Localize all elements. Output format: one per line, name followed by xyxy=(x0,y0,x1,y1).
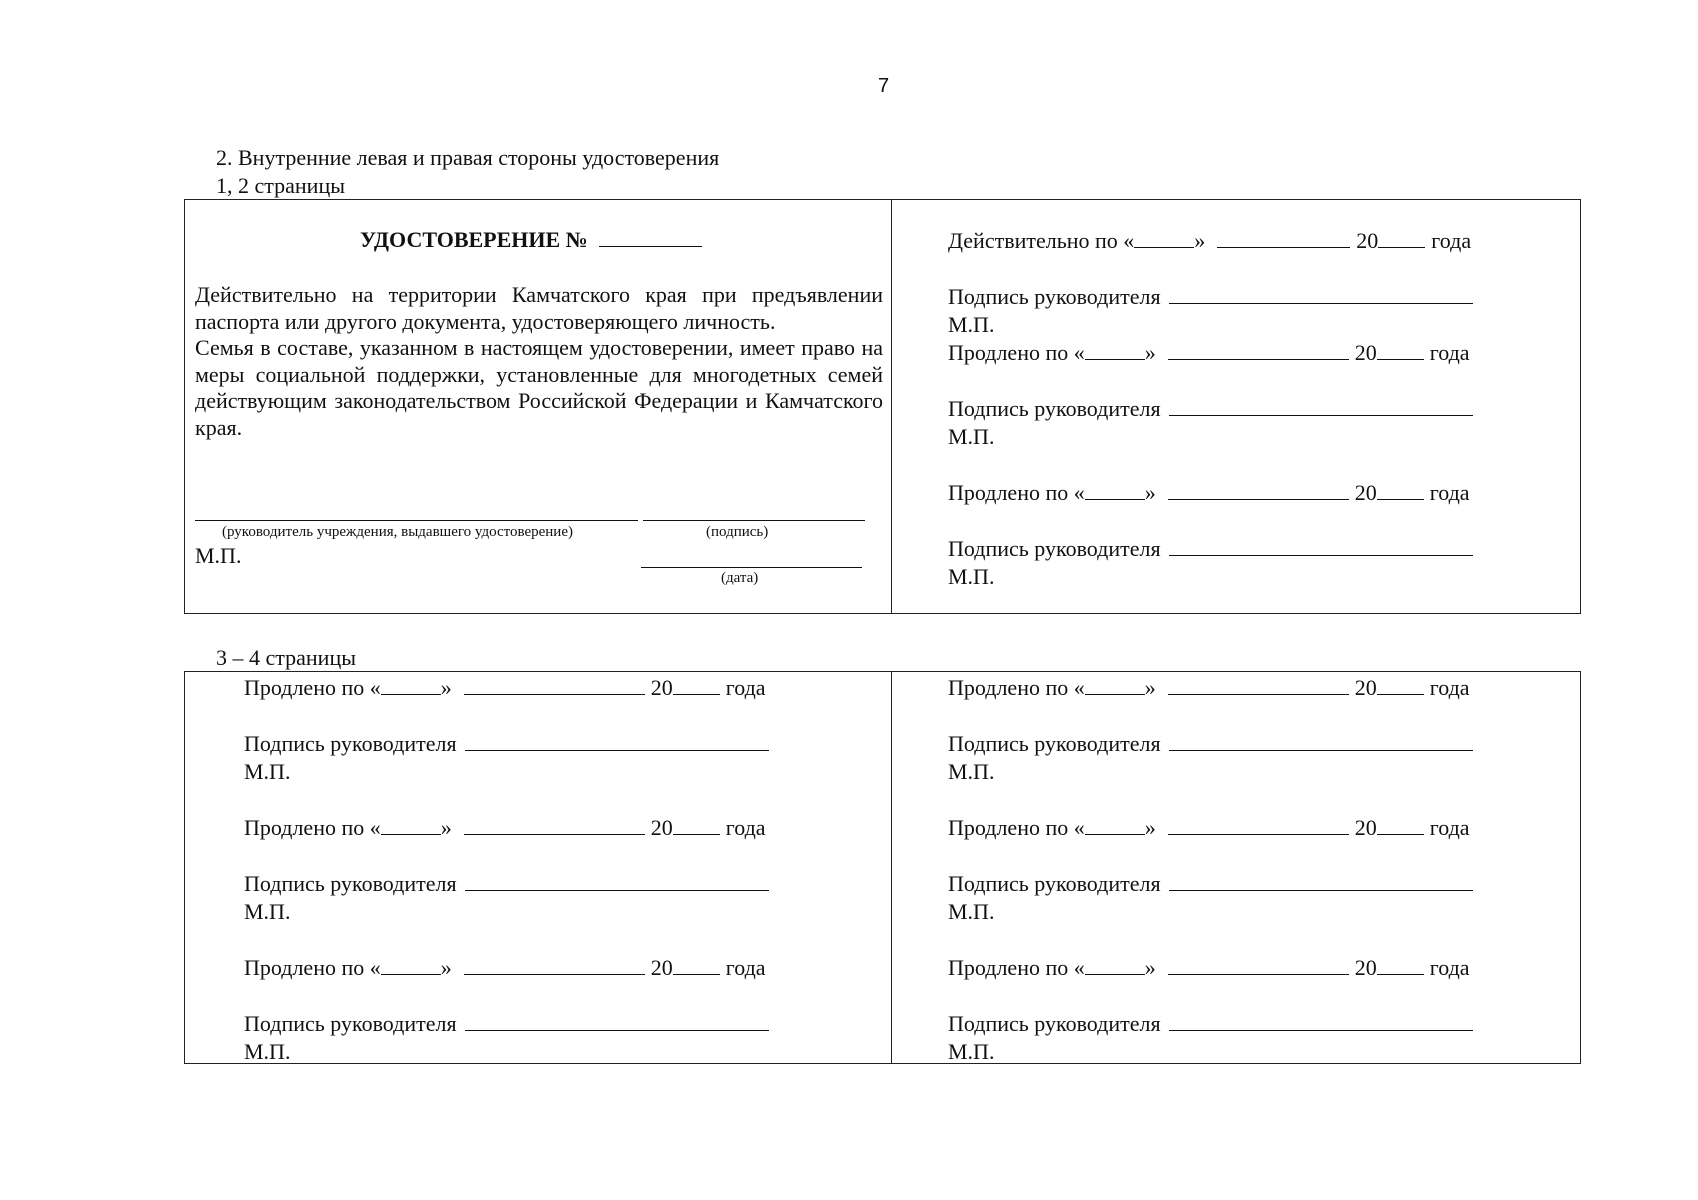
head-signature-blank xyxy=(1169,539,1473,556)
head-signature-label: Подпись руководителя xyxy=(948,536,1161,561)
validity-line xyxy=(948,229,1471,253)
year-prefix: 20 xyxy=(650,955,673,980)
year-blank xyxy=(673,678,720,695)
year-suffix: года xyxy=(1429,675,1470,700)
day-blank xyxy=(1085,958,1145,975)
quote-close: » xyxy=(1194,228,1206,253)
pages-3-4-divider xyxy=(891,671,892,1064)
extension-line xyxy=(948,341,1470,365)
quote-close: » xyxy=(1144,955,1156,980)
extended-until-label: Продлено по « xyxy=(948,340,1085,365)
year-suffix: года xyxy=(725,815,766,840)
year-suffix: года xyxy=(1429,955,1470,980)
month-blank xyxy=(464,818,645,835)
month-blank xyxy=(464,678,645,695)
page-number: 7 xyxy=(877,75,890,97)
head-caption: (руководитель учреждения, выдавшего удостоверение) xyxy=(222,524,573,540)
quote-close: » xyxy=(1144,340,1156,365)
head-signature-label: Подпись руководителя xyxy=(948,284,1161,309)
month-blank xyxy=(1168,483,1349,500)
extended-until-label: Продлено по « xyxy=(244,955,381,980)
day-blank xyxy=(1134,231,1194,248)
extension-line xyxy=(244,956,766,980)
day-blank xyxy=(1085,483,1145,500)
certificate-heading xyxy=(360,228,702,252)
head-signature-row xyxy=(948,1012,1473,1036)
extended-until-label: Продлено по « xyxy=(244,815,381,840)
stamp-label: М.П. xyxy=(948,424,995,449)
extension-line xyxy=(244,816,766,840)
stamp-label: М.П. xyxy=(195,543,242,568)
day-blank xyxy=(1085,343,1145,360)
year-suffix: года xyxy=(1429,480,1470,505)
section-title: 2. Внутренние левая и правая стороны удостоверения xyxy=(216,145,720,170)
head-signature-row xyxy=(948,397,1473,421)
pages-3-4-label: 3 – 4 страницы xyxy=(216,645,357,670)
extended-until-label: Продлено по « xyxy=(948,480,1085,505)
certificate-number-blank xyxy=(599,230,702,247)
valid-until-label: Действительно по « xyxy=(948,228,1135,253)
year-suffix: года xyxy=(1429,815,1470,840)
head-signature-label: Подпись руководителя xyxy=(948,396,1161,421)
certificate-paragraph-2: Семья в составе, указанном в настоящем удостоверении, имеет право на меры социальной поддержки, установленные для многодетных семей действующим законодательством Российской Федерации и Камчатского края. xyxy=(195,335,883,440)
stamp-label: М.П. xyxy=(244,759,291,784)
head-signature-blank xyxy=(1169,1014,1473,1031)
day-blank xyxy=(1085,818,1145,835)
year-blank xyxy=(1378,231,1425,248)
head-signature-blank xyxy=(465,1014,769,1031)
stamp-label: М.П. xyxy=(948,1039,995,1064)
day-blank xyxy=(381,958,441,975)
year-suffix: года xyxy=(1429,340,1470,365)
head-signature-row xyxy=(244,1012,769,1036)
year-prefix: 20 xyxy=(1354,955,1377,980)
year-prefix: 20 xyxy=(1356,228,1379,253)
stamp-label: М.П. xyxy=(244,1039,291,1064)
year-blank xyxy=(1377,483,1424,500)
date-line xyxy=(641,567,862,568)
year-prefix: 20 xyxy=(1354,340,1377,365)
year-blank xyxy=(1377,958,1424,975)
day-blank xyxy=(381,678,441,695)
year-prefix: 20 xyxy=(1354,480,1377,505)
head-signature-label: Подпись руководителя xyxy=(948,1011,1161,1036)
year-blank xyxy=(1377,818,1424,835)
head-signature-label: Подпись руководителя xyxy=(948,871,1161,896)
day-blank xyxy=(1085,678,1145,695)
quote-close: » xyxy=(1144,815,1156,840)
year-blank xyxy=(673,958,720,975)
year-suffix: года xyxy=(725,955,766,980)
extension-line xyxy=(948,816,1470,840)
signature-caption: (подпись) xyxy=(706,524,769,540)
stamp-label: М.П. xyxy=(948,759,995,784)
head-signature-label: Подпись руководителя xyxy=(244,1011,457,1036)
year-prefix: 20 xyxy=(650,815,673,840)
extension-line xyxy=(948,956,1470,980)
certificate-heading-text: УДОСТОВЕРЕНИЕ № xyxy=(360,227,588,252)
month-blank xyxy=(1168,958,1349,975)
extended-until-label: Продлено по « xyxy=(244,675,381,700)
day-blank xyxy=(381,818,441,835)
year-prefix: 20 xyxy=(1354,815,1377,840)
head-name-line xyxy=(195,520,638,521)
year-prefix: 20 xyxy=(650,675,673,700)
stamp-label: М.П. xyxy=(244,899,291,924)
extension-line xyxy=(948,481,1470,505)
head-signature-row xyxy=(948,872,1473,896)
month-blank xyxy=(464,958,645,975)
head-signature-blank xyxy=(1169,874,1473,891)
year-blank xyxy=(1377,678,1424,695)
head-signature-row xyxy=(244,732,769,756)
head-signature-blank xyxy=(1169,287,1473,304)
head-signature-row xyxy=(948,537,1473,561)
month-blank xyxy=(1217,231,1350,248)
head-signature-label: Подпись руководителя xyxy=(244,731,457,756)
extended-until-label: Продлено по « xyxy=(948,675,1085,700)
extended-until-label: Продлено по « xyxy=(948,955,1085,980)
month-blank xyxy=(1168,343,1349,360)
stamp-label: М.П. xyxy=(948,312,995,337)
head-signature-row xyxy=(244,872,769,896)
quote-close: » xyxy=(440,675,452,700)
head-signature-blank xyxy=(465,734,769,751)
head-signature-label: Подпись руководителя xyxy=(244,871,457,896)
year-blank xyxy=(673,818,720,835)
year-suffix: года xyxy=(725,675,766,700)
stamp-label: М.П. xyxy=(948,899,995,924)
month-blank xyxy=(1168,818,1349,835)
year-suffix: года xyxy=(1431,228,1472,253)
extension-line xyxy=(244,676,766,700)
quote-close: » xyxy=(440,815,452,840)
signature-line xyxy=(643,520,865,521)
year-prefix: 20 xyxy=(1354,675,1377,700)
head-signature-blank xyxy=(465,874,769,891)
extension-line xyxy=(948,676,1470,700)
extended-until-label: Продлено по « xyxy=(948,815,1085,840)
head-signature-blank xyxy=(1169,399,1473,416)
quote-close: » xyxy=(1144,675,1156,700)
quote-close: » xyxy=(1144,480,1156,505)
pages-3-4-table xyxy=(184,671,1581,1064)
pages-1-2-divider xyxy=(891,199,892,614)
head-signature-blank xyxy=(1169,734,1473,751)
pages-1-2-label: 1, 2 страницы xyxy=(216,173,346,198)
quote-close: » xyxy=(440,955,452,980)
head-signature-row xyxy=(948,732,1473,756)
certificate-paragraph-1: Действительно на территории Камчатского края при предъявлении паспорта или другого документа, удостоверяющего личность. xyxy=(195,282,883,334)
stamp-label: М.П. xyxy=(948,564,995,589)
certificate-body xyxy=(195,282,883,441)
head-signature-row xyxy=(948,285,1473,309)
date-caption: (дата) xyxy=(721,570,759,586)
year-blank xyxy=(1377,343,1424,360)
month-blank xyxy=(1168,678,1349,695)
head-signature-label: Подпись руководителя xyxy=(948,731,1161,756)
